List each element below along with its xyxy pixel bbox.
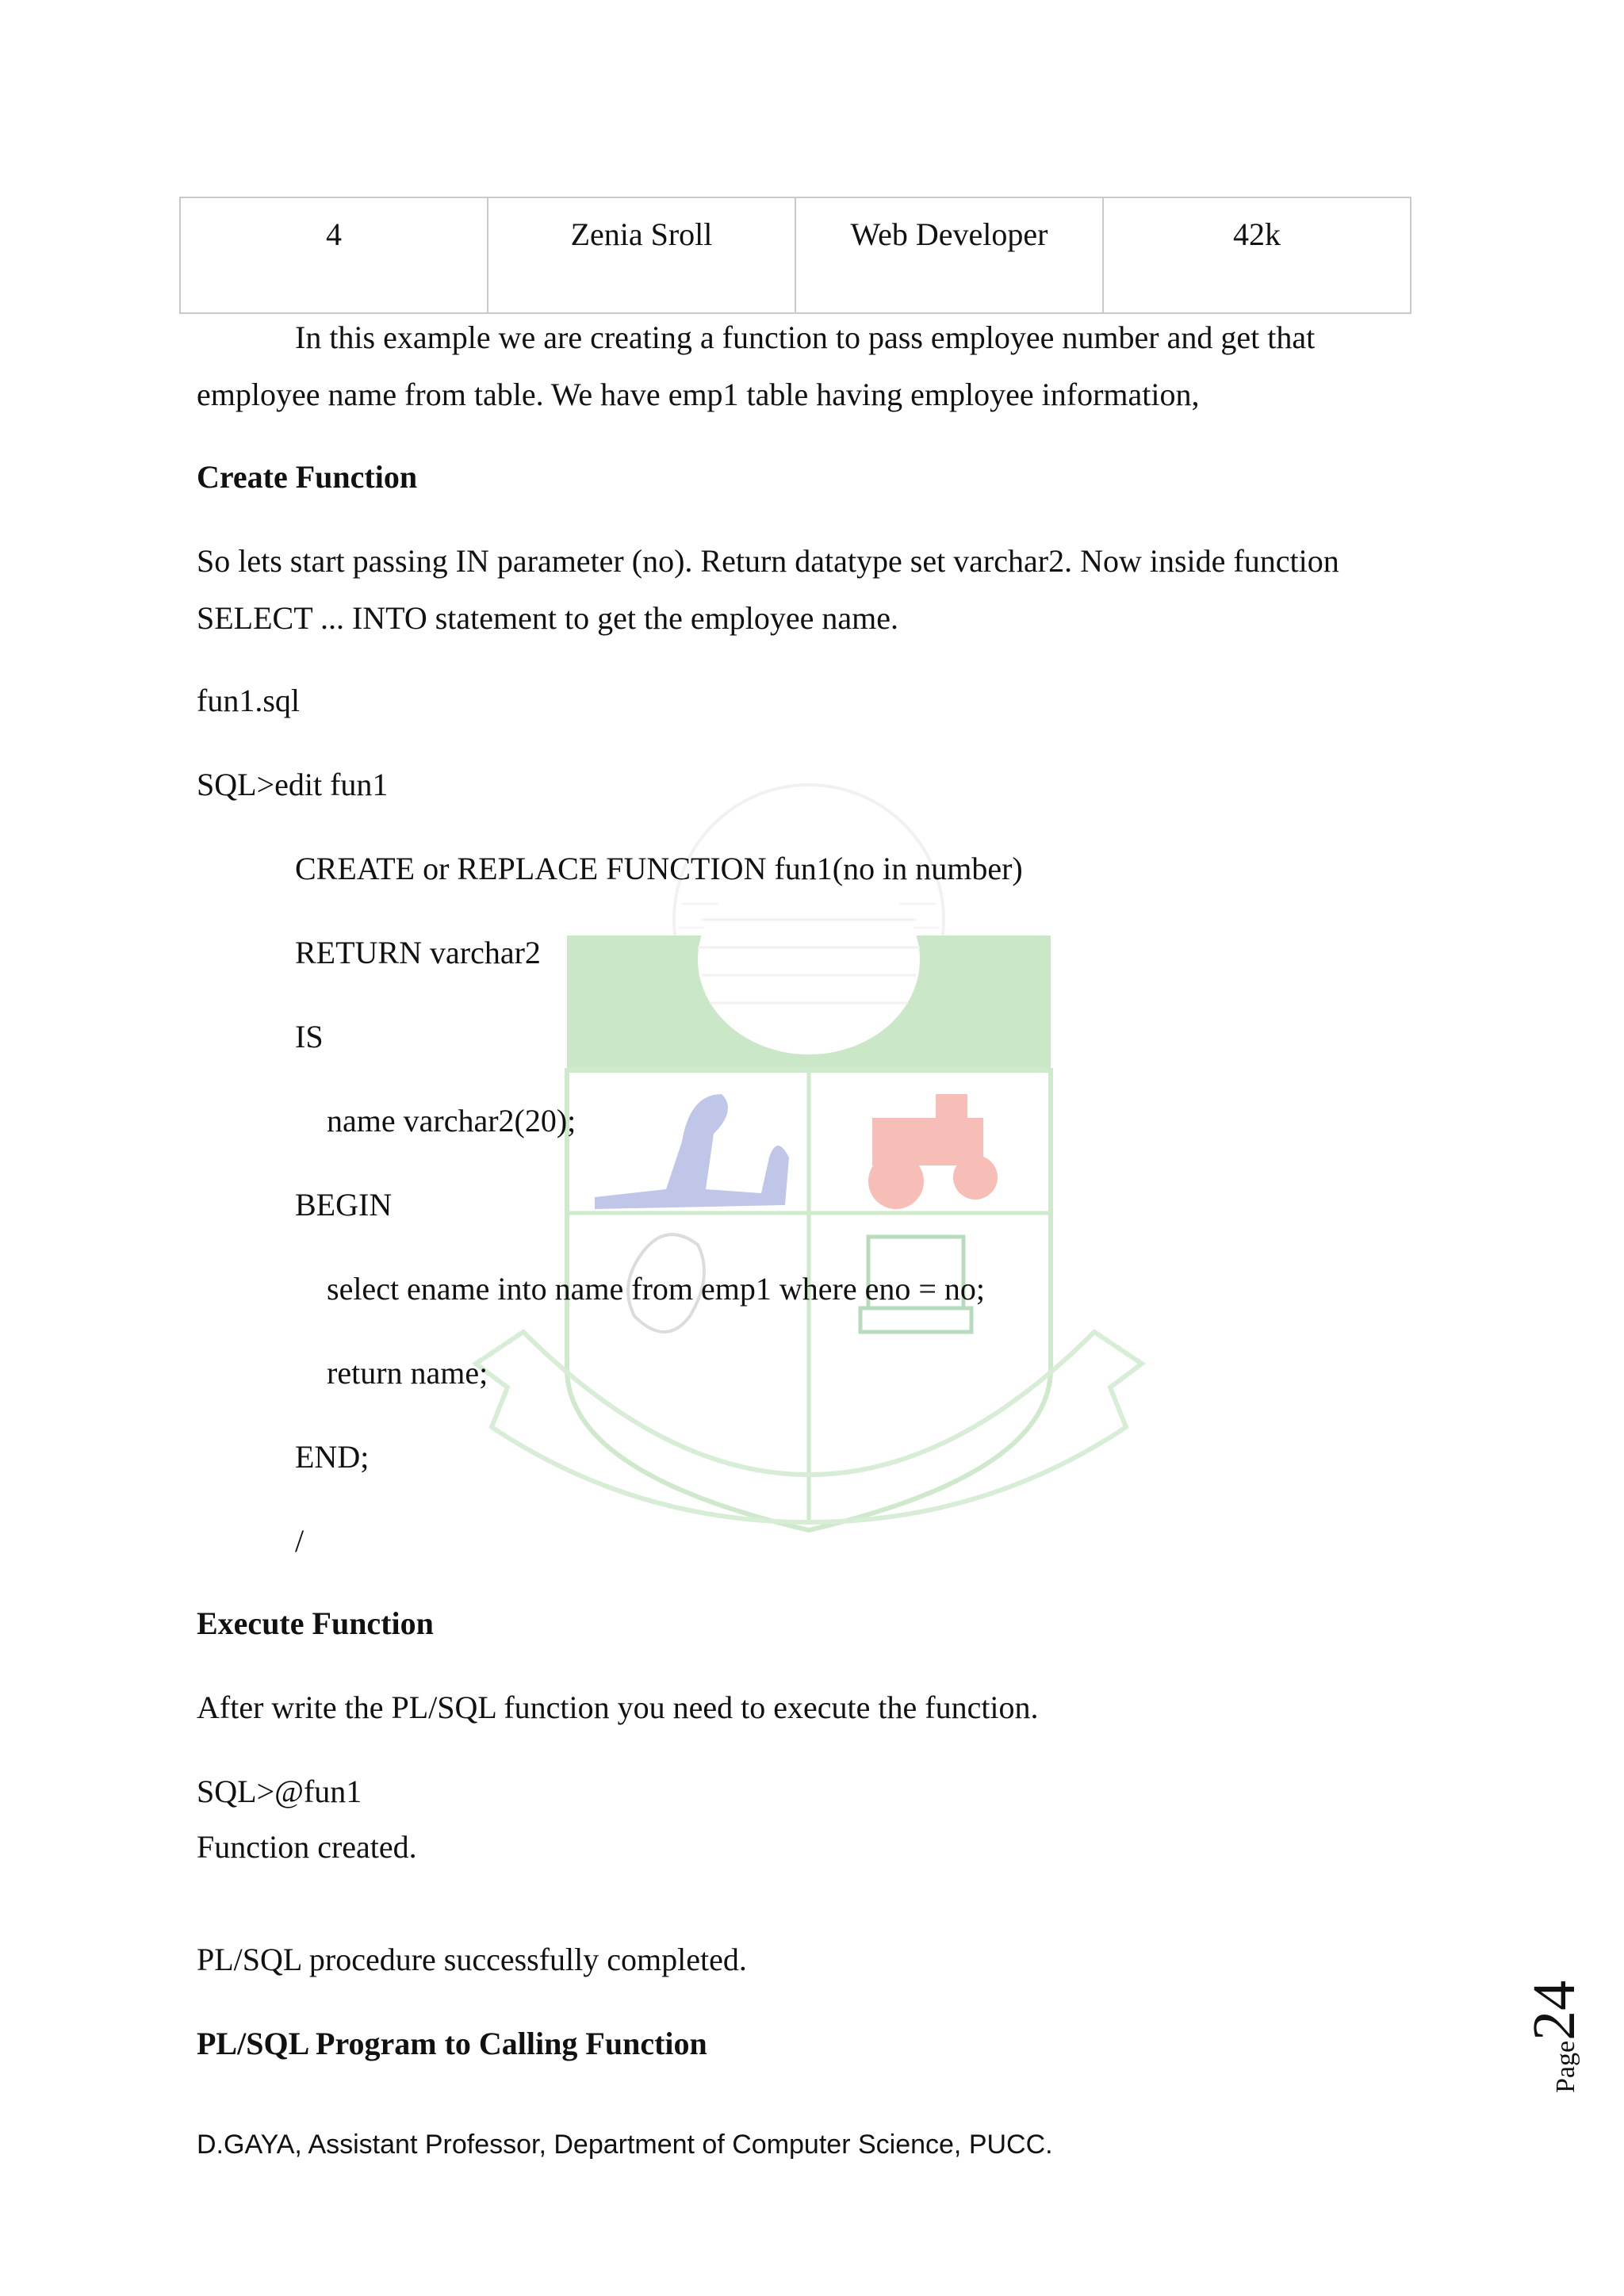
- table-cell-id: 4: [180, 197, 488, 313]
- page-number: 24: [1521, 1980, 1588, 2041]
- sql-edit-command: SQL>edit fun1: [197, 767, 389, 802]
- table-cell-name: Zenia Sroll: [488, 197, 795, 313]
- table-cell-role: Web Developer: [795, 197, 1103, 313]
- code-line-9: /: [295, 1523, 304, 1559]
- code-line-2: RETURN varchar2: [295, 935, 541, 970]
- table-row: [180, 197, 1411, 313]
- page-number-block: [1511, 1966, 1588, 2093]
- create-function-heading: Create Function: [197, 459, 418, 495]
- intro-line-1: In this example we are creating a function to pass employee number and get that: [295, 320, 1316, 355]
- employee-table: [179, 197, 1411, 314]
- code-line-6: select ename into name from emp1 where eno = no;: [327, 1271, 986, 1307]
- code-line-1: CREATE or REPLACE FUNCTION fun1(no in number): [295, 851, 1023, 886]
- execute-function-heading: Execute Function: [197, 1605, 434, 1641]
- intro-line-2: employee name from table. We have emp1 table having employee information,: [197, 377, 1200, 412]
- page-label: Page: [1551, 2040, 1580, 2093]
- calling-function-heading: PL/SQL Program to Calling Function: [197, 2026, 707, 2061]
- create-para-line-1: So lets start passing IN parameter (no). Return datatype set varchar2. Now inside function: [197, 543, 1339, 579]
- create-para-line-2: SELECT ... INTO statement to get the employee name.: [197, 600, 898, 636]
- code-line-8: END;: [295, 1439, 370, 1475]
- code-line-3: IS: [295, 1019, 324, 1054]
- execute-para: After write the PL/SQL function you need to execute the function.: [197, 1689, 1039, 1725]
- file-name: fun1.sql: [197, 683, 300, 718]
- code-line-5: BEGIN: [295, 1187, 393, 1223]
- table-cell-salary: 42k: [1103, 197, 1411, 313]
- procedure-completed-text: PL/SQL procedure successfully completed.: [197, 1942, 747, 1977]
- code-line-7: return name;: [327, 1355, 488, 1391]
- sql-run-command: SQL>@fun1: [197, 1774, 362, 1809]
- function-created-text: Function created.: [197, 1829, 417, 1865]
- page-footer: D.GAYA, Assistant Professor, Department of Computer Science, PUCC.: [197, 2130, 1053, 2160]
- code-line-4: name varchar2(20);: [327, 1103, 576, 1138]
